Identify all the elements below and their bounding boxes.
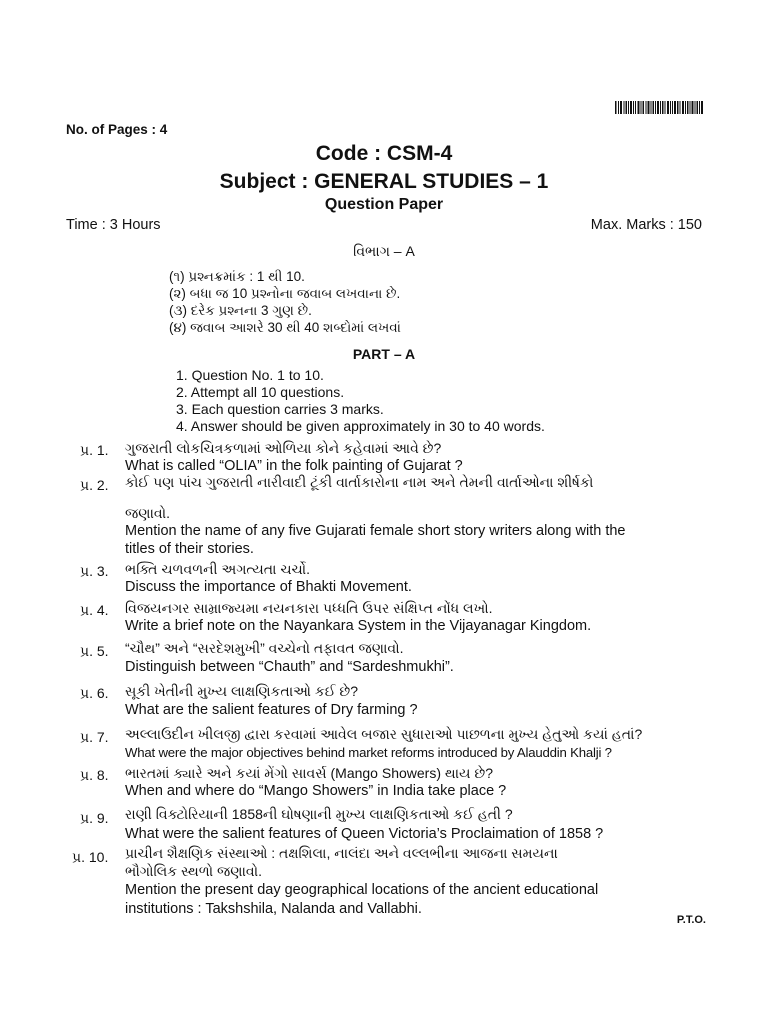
question-gujarati: જણાવો. (125, 505, 170, 521)
gujarati-instruction: (૨) બધા જ 10 પ્રશ્નોના જવાબ લખવાના છે. (169, 286, 401, 301)
page-count: No. of Pages : 4 (66, 122, 168, 137)
question-number: પ્ર. 5. (80, 643, 109, 659)
question-gujarati: વિજયનગર સામ્રાજ્યમા નયનકારા પધ્ધતિ ઉપર સંક્ષિપ્ત નોંધ લખો. (125, 600, 493, 616)
english-instruction: 4. Answer should be given approximately in 30 to 40 words. (176, 418, 545, 434)
time-allowed: Time : 3 Hours (66, 217, 161, 233)
english-instruction: 2. Attempt all 10 questions. (176, 384, 345, 400)
question-number: પ્ર. 1. (80, 442, 109, 458)
question-gujarati: ભક્તિ ચળવળની અગત્યતા ચર્ચો. (125, 561, 310, 577)
question-english: Write a brief note on the Nayankara System in the Vijayanagar Kingdom. (125, 618, 592, 634)
question-gujarati: ભારતમાં ક્યારે અને કયાં મેંગો સાવર્સ (Mango Showers) થાય છે? (125, 765, 494, 781)
question-number: પ્ર. 4. (80, 602, 109, 618)
question-number: પ્ર. 9. (80, 810, 109, 826)
question-english: What were the salient features of Queen Victoria’s Proclaimation of 1858 ? (125, 826, 604, 842)
question-english: titles of their stories. (125, 541, 254, 557)
question-number: પ્ર. 3. (80, 563, 109, 579)
english-instruction: 3. Each question carries 3 marks. (176, 401, 384, 417)
question-gujarati: ભૌગોલિક સ્થળો જણાવો. (125, 863, 263, 879)
gujarati-instruction: (૧) પ્રશ્નક્રમાંક : 1 થી 10. (169, 269, 305, 284)
question-english: What is called “OLIA” in the folk painting of Gujarat ? (125, 458, 463, 474)
question-gujarati: ગુજરાતી લોકચિત્રકળામાં ઓળિયા કોને કહેવામાં આવે છે? (125, 440, 442, 456)
question-number: પ્ર. 8. (80, 767, 109, 783)
question-number: પ્ર. 2. (80, 477, 109, 493)
subject-title: Subject : GENERAL STUDIES – 1 (219, 170, 549, 193)
question-english: Distinguish between “Chauth” and “Sardeshmukhi”. (125, 659, 454, 675)
question-english: What are the salient features of Dry farming ? (125, 702, 418, 718)
gujarati-instructions (169, 268, 401, 336)
question-english: institutions : Takshshila, Nalanda and Vallabhi. (125, 901, 422, 917)
english-instructions (176, 367, 545, 435)
question-gujarati: “ચૌથ” અને “સરદેશમુખી” વચ્ચેનો તફાવત જણાવો. (125, 640, 404, 656)
question-gujarati: પ્રાચીન શૈક્ષણિક સંસ્થાઓ : તક્ષશિલા, નાલંદા અને વલ્લભીના આજના સમયના (125, 845, 558, 861)
question-english: Discuss the importance of Bhakti Movement. (125, 579, 412, 595)
gujarati-section-title: વિભાગ – A (353, 243, 415, 259)
question-english: What were the major objectives behind market reforms introduced by Alauddin Khalji ? (125, 745, 612, 760)
gujarati-instruction: (૪) જવાબ આશરે 30 થી 40 શબ્દોમાં લખવાં (169, 320, 401, 335)
question-gujarati: કોઈ પણ પાંચ ગુજરાતી નારીવાદી ટૂંકી વાર્તાકારોના નામ અને તેમની વાર્તાઓના શીર્ષકો (125, 474, 594, 490)
question-english: When and where do “Mango Showers” in India take place ? (125, 783, 507, 799)
page-turn-note: P.T.O. (676, 914, 706, 926)
gujarati-instruction: (૩) દરેક પ્રશ્નના 3 ગુણ છે. (169, 303, 312, 318)
question-number: પ્ર. 6. (80, 685, 109, 701)
question-gujarati: અલ્લાઉદીન ખીલજી દ્વારા કરવામાં આવેલ બજાર સુધારાઓ પાછળના મુખ્ય હેતુઓ કયાં હતાં? (125, 726, 643, 742)
barcode (615, 101, 703, 114)
question-number: પ્ર. 7. (80, 729, 109, 745)
paper-code: Code : CSM-4 (315, 142, 453, 165)
question-english: Mention the present day geographical locations of the ancient educational (125, 882, 599, 898)
paper-label: Question Paper (324, 196, 444, 213)
question-gujarati: રાણી વિક્ટોરિયાની 1858ની ઘોષણાની મુખ્ય લાક્ષણિકતાઓ કઈ હતી ? (125, 806, 513, 822)
max-marks: Max. Marks : 150 (590, 217, 702, 233)
question-english: Mention the name of any five Gujarati female short story writers along with the (125, 523, 626, 539)
question-number: પ્ર. 10. (72, 849, 109, 865)
english-instruction: 1. Question No. 1 to 10. (176, 367, 324, 383)
english-section-title: PART – A (352, 346, 416, 362)
question-gujarati: સૂકી ખેતીની મુખ્ય લાક્ષણિકતાઓ કઈ છે? (125, 683, 359, 699)
